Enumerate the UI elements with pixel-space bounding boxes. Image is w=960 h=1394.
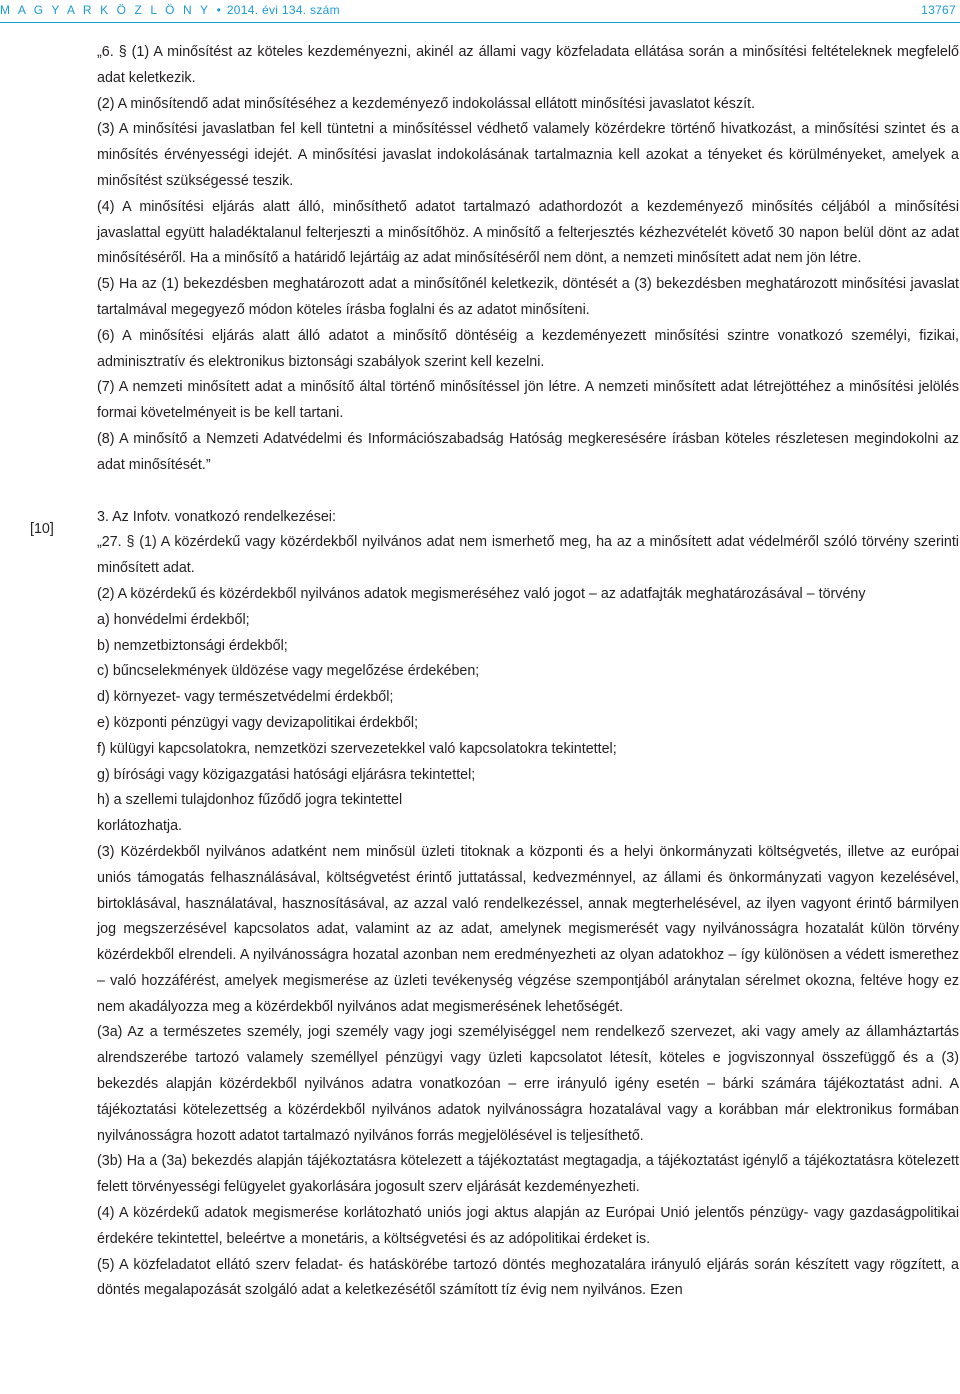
paragraph: „27. § (1) A közérdekű vagy közérdekből nyilvános adat nem ismerhető meg, ha az a minősített adat védelméről szóló törvény szerinti minősített adat. [97, 534, 959, 577]
list-item: g) bírósági vagy közigazgatási hatósági eljárásra tekintettel; [97, 766, 476, 783]
list-item: e) központi pénzügyi vagy devizapolitikai érdekből; [97, 714, 419, 731]
paragraph: (2) A közérdekű és közérdekből nyilvános adatok megismeréséhez való jogot – az adatfajták meghatározásával – törvény [97, 585, 866, 602]
section-gap [97, 479, 959, 505]
list-item: c) bűncselekmények üldözése vagy megelőzése érdekében; [97, 663, 480, 680]
list-item: a) honvédelmi érdekből; [97, 611, 250, 628]
separator-dot: • [216, 3, 221, 17]
issue-label: 2014. évi 134. szám [226, 3, 340, 17]
paragraph: (2) A minősítendő adat minősítéséhez a kezdeményező indokolással ellátott minősítési javaslatot készít. [97, 95, 756, 112]
list-item: d) környezet- vagy természetvédelmi érdekből; [97, 689, 394, 706]
paragraph: (6) A minősítési eljárás alatt álló adatot a minősítő döntéséig a kezdeményezett minősítési szintre vonatkozó személyi, fizikai, adminisztratív és elektronikus biztonsági szabályok szerint kell kezelni. [97, 327, 959, 370]
paragraph-number-label: [10] [30, 521, 54, 537]
list-item: f) külügyi kapcsolatokra, nemzetközi szervezetekkel való kapcsolatokra tekintettel; [97, 740, 617, 757]
document-body [97, 40, 959, 1304]
paragraph: (3a) Az a természetes személy, jogi személy vagy jogi személyiséggel nem rendelkező szervezet, aki vagy amely az államháztartás alrendszerébe tartozó valamely személlyel pénzügyi vagy üzleti kapcsolatot létesít, köteles e jogviszonnyal összefüggő és a (3) bekezdés alapján közérdekből nyilvános adatra vonatkozóan – erre irányuló igény esetén – bárki számára tájékoztatást adni. A tájékoztatási kötelezettség a közérdekből nyilvános adatok nyilvánosságra hozatalával vagy a korábban már elektronikus formában nyilvánosságra hozott adatot tartalmazó nyilvános forrás megjelölésével is teljesíthető. [97, 1024, 959, 1144]
paragraph: „6. § (1) A minősítést az köteles kezdeményezni, akinél az állami vagy közfeladata ellátása során a minősítési feltételeknek megfelelő adat keletkezik. [97, 44, 959, 86]
list-item: h) a szellemi tulajdonhoz fűződő jogra tekintettel [97, 792, 403, 809]
section-heading: 3. Az Infotv. vonatkozó rendelkezései: [97, 508, 336, 525]
paragraph: (3) Közérdekből nyilvános adatként nem minősül üzleti titoknak a központi és a helyi önkormányzati költségvetés, illetve az európai uniós támogatás felhasználásával, költségvetést érintő juttatással, kedvezménnyel, az állami és önkormányzati vagyon kezelésével, birtoklásával, használatával, hasznosításával, az azzal való rendelkezéssel, annak megterhelésével, az ilyen vagyont érintő bármilyen jog megszerzésével kapcsolatos adat, valamint az az adat, amelynek megismerését vagy nyilvánosságra hozatalát külön törvény közérdekből elrendeli. A nyilvánosságra hozatal azonban nem eredményezheti az olyan adatokhoz – így különösen a védett ismerethez – való hozzáférést, amelyek megismerése az üzleti tevékenység végzése szempontjából aránytalan sérelmet okozna, feltéve hogy ez nem akadályozza meg a közérdekből nyilvános adat megismerésének lehetőségét. [97, 843, 959, 1015]
paragraph: (3b) Ha a (3a) bekezdés alapján tájékoztatásra kötelezett a tájékoztatást megtagadja, a tájékoztatást igénylő a tájékoztatásra kötelezett felett törvényességi felügyelet gyakorlására jogosult szerv eljárását kezdeményezheti. [97, 1153, 959, 1196]
list-item: b) nemzetbiztonsági érdekből; [97, 637, 288, 654]
paragraph: korlátozhatja. [97, 818, 183, 835]
publication-title [0, 3, 340, 17]
paragraph: (5) A közfeladatot ellátó szerv feladat- és hatáskörébe tartozó döntés meghozatalára irányuló eljárás során készített vagy rögzített, a döntés megalapozását szolgáló adat a keletkezésétől számított tíz évig nem nyilvános. Ezen [97, 1256, 959, 1299]
paragraph: (4) A minősítési eljárás alatt álló, minősíthető adatot tartalmazó adathordozót a kezdeményező minősítés céljából a minősítési javaslattal együtt haladéktalanul felterjeszti a minősítőhöz. A minősítő a felterjesztés kézhezvételét követő 30 napon belül dönt az adat minősítéséről. Ha a minősítő a határidő lejártáig az adat minősítéséről nem dönt, a nemzeti minősített adat nem jön létre. [97, 198, 959, 267]
paragraph: (5) Ha az (1) bekezdésben meghatározott adat a minősítőnél keletkezik, döntését a (3) bekezdésben meghatározott minősítési javaslat tartalmával megegyező módon köteles írásba foglalni és az adatot minősíteni. [97, 276, 959, 318]
paragraph: (4) A közérdekű adatok megismerése korlátozható uniós jogi aktus alapján az Európai Unió jelentős pénzügy- vagy gazdaságpolitikai érdekére tekintettel, beleértve a monetáris, a költségvetési és az adópolitikai érdeket is. [97, 1205, 959, 1247]
paragraph: (3) A minősítési javaslatban fel kell tüntetni a minősítéssel védhető valamely közérdekre történő hivatkozást, a minősítési szintet és a minősítés érvényességi idejét. A minősítési javaslat indokolásának tartalmaznia kell azokat a tényeket és körülményeket, amelyek a minősítést szükségessé teszik. [97, 121, 959, 189]
paragraph: (7) A nemzeti minősített adat a minősítő által történő minősítéssel jön létre. A nemzeti minősített adat létrejöttéhez a minősítési jelölés formai követelményeit is be kell tartani. [97, 379, 959, 422]
paragraph: (8) A minősítő a Nemzeti Adatvédelmi és Információszabadság Hatóság megkeresésére írásban köteles részletesen megindokolni az adat minősítését.” [97, 430, 959, 473]
page-header [0, 0, 960, 23]
publication-name: M A G Y A R K Ö Z L Ö N Y [0, 3, 211, 17]
page-number: 13767 [921, 3, 956, 17]
